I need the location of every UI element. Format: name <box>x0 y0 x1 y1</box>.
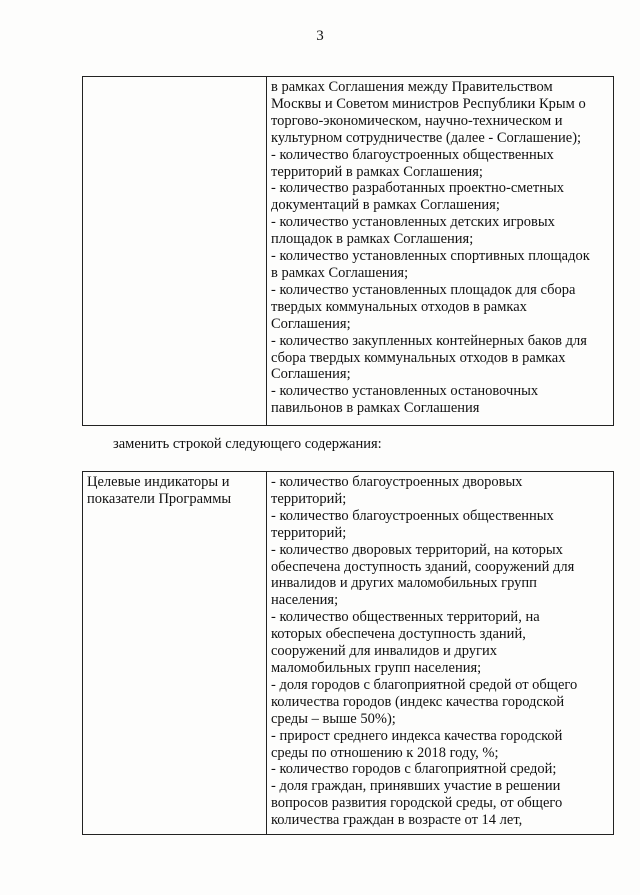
left-cell-empty <box>83 77 267 426</box>
text-line: сооружений для инвалидов и других <box>271 643 497 660</box>
text-line: населения; <box>271 592 339 609</box>
text-line: Соглашения; <box>271 315 351 332</box>
text-line: в рамках Соглашения между Правительством <box>271 79 553 95</box>
text-line: - количество дворовых территорий, на которых <box>271 541 563 558</box>
text-line: среды по отношению к 2018 году, %; <box>271 744 499 761</box>
text-line: - доля городов с благоприятной средой от общего <box>271 676 578 693</box>
text-line: - количество разработанных проектно-сметных <box>271 180 564 197</box>
table-replacement <box>82 471 614 835</box>
text-line: территорий; <box>271 490 347 507</box>
right-cell-indicators <box>267 77 614 426</box>
text-line: сбора твердых коммунальных отходов в рамках <box>271 349 566 366</box>
text-line: торгово-экономическом, научно-техническом и <box>271 112 563 129</box>
text-line: которых обеспечена доступность зданий, <box>271 626 526 643</box>
text-line: - количество городов с благоприятной средой; <box>271 761 557 778</box>
text-line: культурном сотрудничестве (далее - Соглашение); <box>271 129 582 146</box>
left-cell-heading <box>83 472 267 835</box>
text-line: - доля граждан, принявших участие в решении <box>271 778 561 795</box>
heading-line: Целевые индикаторы и <box>87 474 230 490</box>
text-line: - количество установленных остановочных <box>271 383 539 400</box>
text-line: - количество закупленных контейнерных баков для <box>271 332 587 349</box>
text-line: павильонов в рамках Соглашения <box>271 400 480 417</box>
text-line: среды – выше 50%); <box>271 710 396 727</box>
text-line: инвалидов и других маломобильных групп <box>271 575 537 592</box>
text-line: в рамках Соглашения; <box>271 264 409 281</box>
text-line: - количество общественных территорий, на <box>271 609 540 626</box>
text-line: Москвы и Советом министров Республики Крым о <box>271 95 586 112</box>
text-line: - количество благоустроенных общественных <box>271 507 554 524</box>
heading-line: показатели Программы <box>87 490 232 507</box>
table-row <box>83 77 614 426</box>
table-row <box>83 472 614 835</box>
page-number: 3 <box>316 28 324 44</box>
text-line: - количество благоустроенных общественных <box>271 146 554 163</box>
text-line: - количество установленных спортивных площадок <box>271 248 590 265</box>
text-line: - количество установленных детских игровых <box>271 214 555 231</box>
text-line: документаций в рамках Соглашения; <box>271 197 500 214</box>
text-line: территорий в рамках Соглашения; <box>271 163 483 180</box>
text-line: количества граждан в возрасте от 14 лет, <box>271 812 523 829</box>
text-line: площадок в рамках Соглашения; <box>271 231 474 248</box>
text-line: твердых коммунальных отходов в рамках <box>271 298 527 315</box>
right-cell-indicators <box>267 472 614 835</box>
text-line: территорий; <box>271 524 347 541</box>
text-line: маломобильных групп населения; <box>271 659 482 676</box>
text-line: вопросов развития городской среды, от общего <box>271 795 563 812</box>
text-line: - количество благоустроенных дворовых <box>271 474 523 490</box>
text-line: - количество установленных площадок для сбора <box>271 281 576 298</box>
text-line: обеспечена доступность зданий, сооружений для <box>271 558 575 575</box>
text-line: - прирост среднего индекса качества городской <box>271 727 563 744</box>
text-line: Соглашения; <box>271 366 351 383</box>
text-line: количества городов (индекс качества городской <box>271 693 565 710</box>
replacement-instruction: заменить строкой следующего содержания: <box>113 436 382 452</box>
table-continuation <box>82 76 614 426</box>
